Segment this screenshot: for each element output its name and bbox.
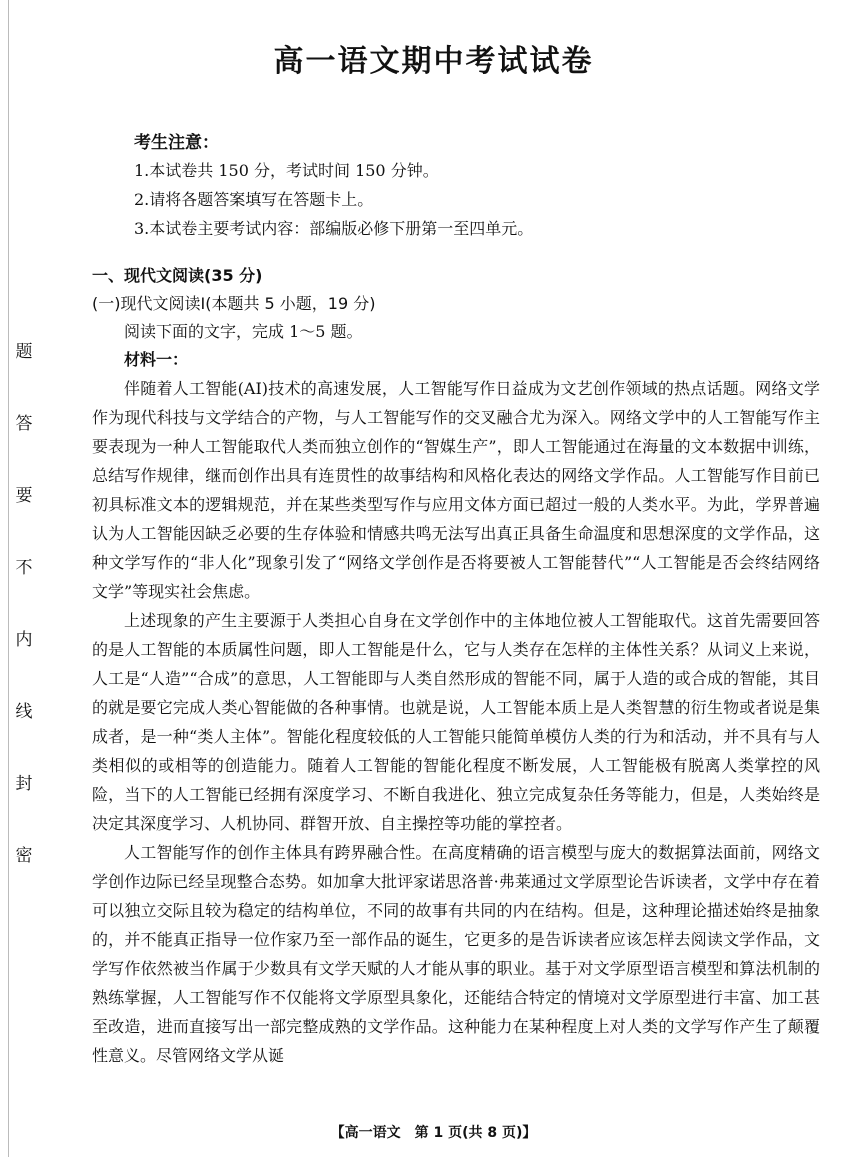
notice-item: 1.本试卷共 150 分，考试时间 150 分钟。 <box>134 161 439 180</box>
binding-margin-line <box>8 0 9 1157</box>
margin-char: 封 <box>15 774 33 794</box>
margin-char: 不 <box>15 558 33 578</box>
page-footer: 【高一语文 第 1 页(共 8 页)】 <box>330 1125 537 1141</box>
passage-paragraph: 伴随着人工智能(AI)技术的高速发展，人工智能写作日益成为文艺创作领域的热点话题。网络文学作为现代科技与文学结合的产物，与人工智能写作的交叉融合尤为深入。网络文学中的人工智能写作主要表现为一种人工智能取代人类而独立创作的“智媒生产”，即人工智能通过在海量的文本数据中训练，总结写作规律，继而创作出具有连贯性的故事结构和风格化表达的网络文学作品。人工智能写作目前已初具标准文本的逻辑规范，并在某些类型写作与应用文体方面已超过一般的人类水平。为此，学界普遍认为人工智能因缺乏必要的生存体验和情感共鸣无法写出真正具备生命温度和思想深度的文学作品，这种文学写作的“非人化”现象引发了“网络文学创作是否将要被人工智能替代”“人工智能是否会终结网络文学”等现实社会焦虑。 <box>92 379 820 601</box>
margin-char: 题 <box>15 342 33 362</box>
margin-char: 答 <box>15 414 33 434</box>
notice-item: 3.本试卷主要考试内容：部编版必修下册第一至四单元。 <box>134 219 534 238</box>
notice-heading: 考生注意： <box>134 133 219 153</box>
reading-section <box>92 262 820 1070</box>
passage-paragraph: 上述现象的产生主要源于人类担心自身在文学创作中的主体地位被人工智能取代。这首先需要回答的是人工智能的本质属性问题，即人工智能是什么，它与人类存在怎样的主体性关系？从词义上来说，人工是“人造”“合成”的意思，人工智能即与人类自然形成的智能不同，属于人造的或合成的智能，其目的就是要它完成人类心智能做的各种事情。也就是说，人工智能本质上是人类智慧的衍生物或者说是集成者，是一种“类人主体”。智能化程度较低的人工智能只能简单模仿人类的行为和活动，并不具有与人类相似的或相等的创造能力。随着人工智能的智能化程度不断发展，人工智能极有脱离人类掌控的风险，当下的人工智能已经拥有深度学习、不断自我进化、独立完成复杂任务等能力，但是，人类始终是决定其深度学习、人机协同、群智开放、自主操控等功能的掌控者。 <box>92 611 820 833</box>
margin-char: 要 <box>15 486 33 506</box>
notice-item: 2.请将各题答案填写在答题卡上。 <box>134 190 374 209</box>
binding-margin-warning <box>12 344 36 920</box>
margin-char: 密 <box>15 846 33 866</box>
material-label: 材料一： <box>124 350 189 369</box>
exam-title: 高一语文期中考试试卷 <box>273 44 594 79</box>
margin-char: 线 <box>15 702 33 722</box>
margin-char: 内 <box>15 630 33 650</box>
section-title: 一、现代文阅读(35 分) <box>92 266 263 285</box>
section-subtitle: (一)现代文阅读Ⅰ(本题共 5 小题，19 分) <box>92 294 376 313</box>
reading-instruction: 阅读下面的文字，完成 1～5 题。 <box>124 322 363 341</box>
passage-paragraph: 人工智能写作的创作主体具有跨界融合性。在高度精确的语言模型与庞大的数据算法面前，网络文学创作边际已经呈现整合态势。如加拿大批评家诺思洛普·弗莱通过文学原型论告诉读者，文学中存在着可以独立交际且较为稳定的结构单位，不同的故事有共同的内在结构。但是，这种理论描述始终是抽象的，并不能真正指导一位作家乃至一部作品的诞生，它更多的是告诉读者应该怎样去阅读文学作品，文学写作依然被当作属于少数具有文学天赋的人才能从事的职业。基于对文学原型语言模型和算法机制的熟练掌握，人工智能写作不仅能将文学原型具象化，还能结合特定的情境对文学原型进行丰富、加工甚至改造，进而直接写出一部完整成熟的文学作品。这种能力在某种程度上对人类的文学写作产生了颠覆性意义。尽管网络文学从诞 <box>92 843 820 1065</box>
candidate-notice <box>134 130 814 243</box>
